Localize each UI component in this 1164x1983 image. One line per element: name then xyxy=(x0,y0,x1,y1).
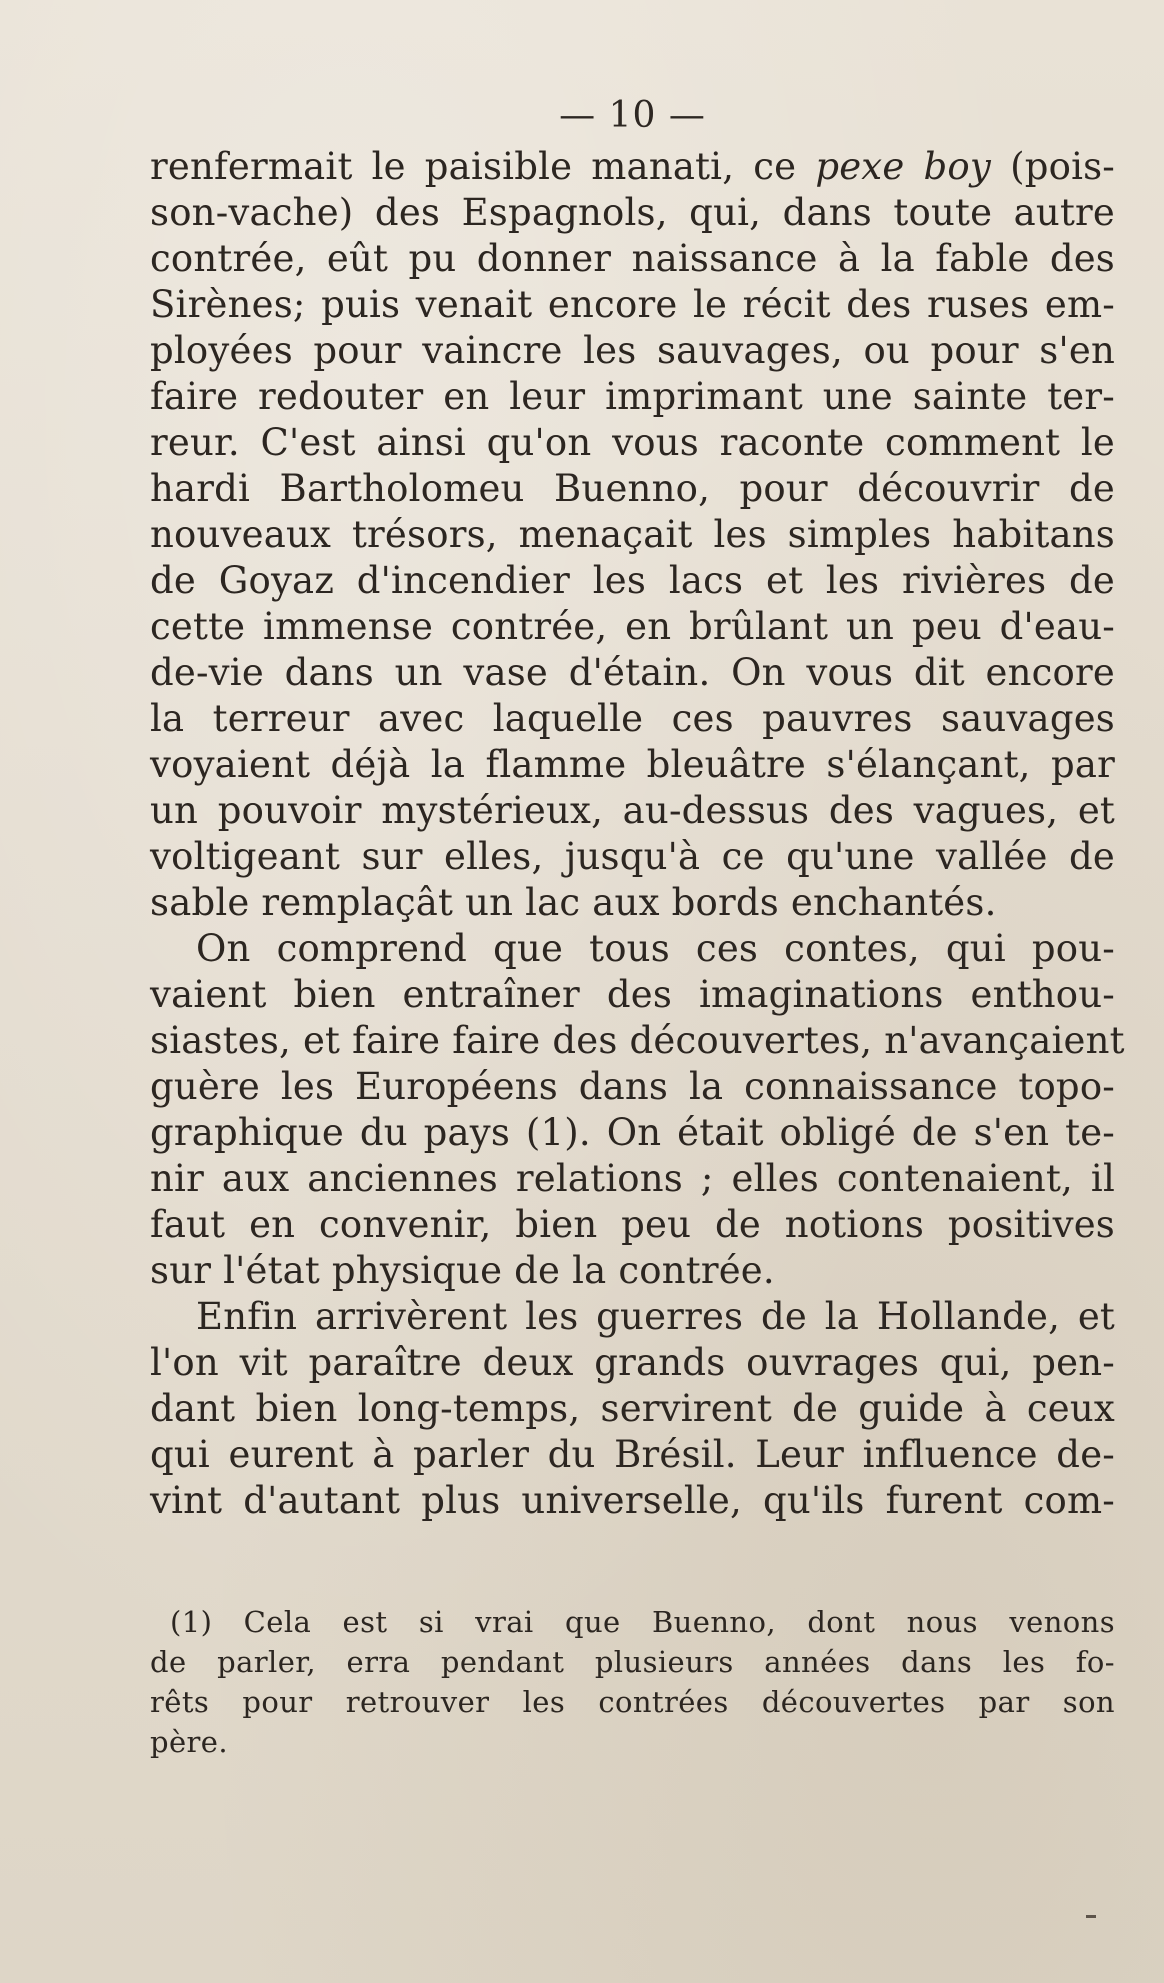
text-line: siastes, et faire faire des découvertes, n'avançaient xyxy=(150,1019,1125,1062)
footnote-line: père. xyxy=(150,1725,228,1759)
page-number: — 10 — xyxy=(559,95,706,136)
text-line: la terreur avec laquelle ces pauvres sauvages xyxy=(150,697,1115,740)
text-line: guère les Européens dans la connaissance topo- xyxy=(150,1065,1115,1108)
ink-mark xyxy=(1086,1915,1096,1918)
text-line: dant bien long-temps, servirent de guide à ceux xyxy=(150,1387,1115,1430)
text-line: faut en convenir, bien peu de notions positives xyxy=(150,1203,1115,1246)
paragraph-2 xyxy=(150,926,1125,1294)
text-line: hardi Bartholomeu Buenno, pour découvrir de xyxy=(150,467,1115,510)
text-line: un pouvoir mystérieux, au-dessus des vagues, et xyxy=(150,789,1115,832)
text-line: vaient bien entraîner des imaginations enthou- xyxy=(150,973,1115,1016)
footnote-line: de parler, erra pendant plusieurs années dans les fo- xyxy=(150,1645,1115,1679)
text-line: faire redouter en leur imprimant une sainte ter- xyxy=(150,375,1115,418)
text-line: de Goyaz d'incendier les lacs et les rivières de xyxy=(150,559,1115,602)
footnote-line: (1) Cela est si vrai que Buenno, dont nous venons xyxy=(170,1605,1115,1639)
italic-term: pexe boy xyxy=(815,145,992,188)
page-content xyxy=(150,95,1125,1762)
text-line: de-vie dans un vase d'étain. On vous dit encore xyxy=(150,651,1115,694)
text-line: sur l'état physique de la contrée. xyxy=(150,1249,775,1292)
text-line: Enfin arrivèrent les guerres de la Hollande, et xyxy=(196,1295,1115,1338)
footnote-line: rêts pour retrouver les contrées découvertes par son xyxy=(150,1685,1115,1719)
text-line: sable remplaçât un lac aux bords enchantés. xyxy=(150,881,997,924)
text-line: renfermait le paisible manati, ce pexe boy (pois- xyxy=(150,145,1115,188)
text-line: qui eurent à parler du Brésil. Leur influence de- xyxy=(150,1433,1115,1476)
text-line: nir aux anciennes relations ; elles contenaient, il xyxy=(150,1157,1115,1200)
text-line: voyaient déjà la flamme bleuâtre s'élançant, par xyxy=(150,743,1115,786)
footnote-gap xyxy=(150,1524,1115,1602)
footnote xyxy=(150,1602,1115,1762)
text-line: nouveaux trésors, menaçait les simples habitans xyxy=(150,513,1115,556)
paragraph-3 xyxy=(150,1294,1115,1524)
text-line: voltigeant sur elles, jusqu'à ce qu'une vallée de xyxy=(150,835,1115,878)
text-line: Sirènes; puis venait encore le récit des ruses em- xyxy=(150,283,1115,326)
text-line: ployées pour vaincre les sauvages, ou pour s'en xyxy=(150,329,1115,372)
paragraph-1 xyxy=(150,144,1115,926)
text-line: son-vache) des Espagnols, qui, dans toute autre xyxy=(150,191,1115,234)
text-line: contrée, eût pu donner naissance à la fable des xyxy=(150,237,1115,280)
text-line: vint d'autant plus universelle, qu'ils furent com- xyxy=(150,1479,1115,1522)
text-line: l'on vit paraître deux grands ouvrages qui, pen- xyxy=(150,1341,1115,1384)
text-line: graphique du pays (1). On était obligé de s'en te- xyxy=(150,1111,1115,1154)
text-line: cette immense contrée, en brûlant un peu d'eau- xyxy=(150,605,1115,648)
text-line: On comprend que tous ces contes, qui pou- xyxy=(196,927,1115,970)
text-line: reur. C'est ainsi qu'on vous raconte comment le xyxy=(150,421,1115,464)
